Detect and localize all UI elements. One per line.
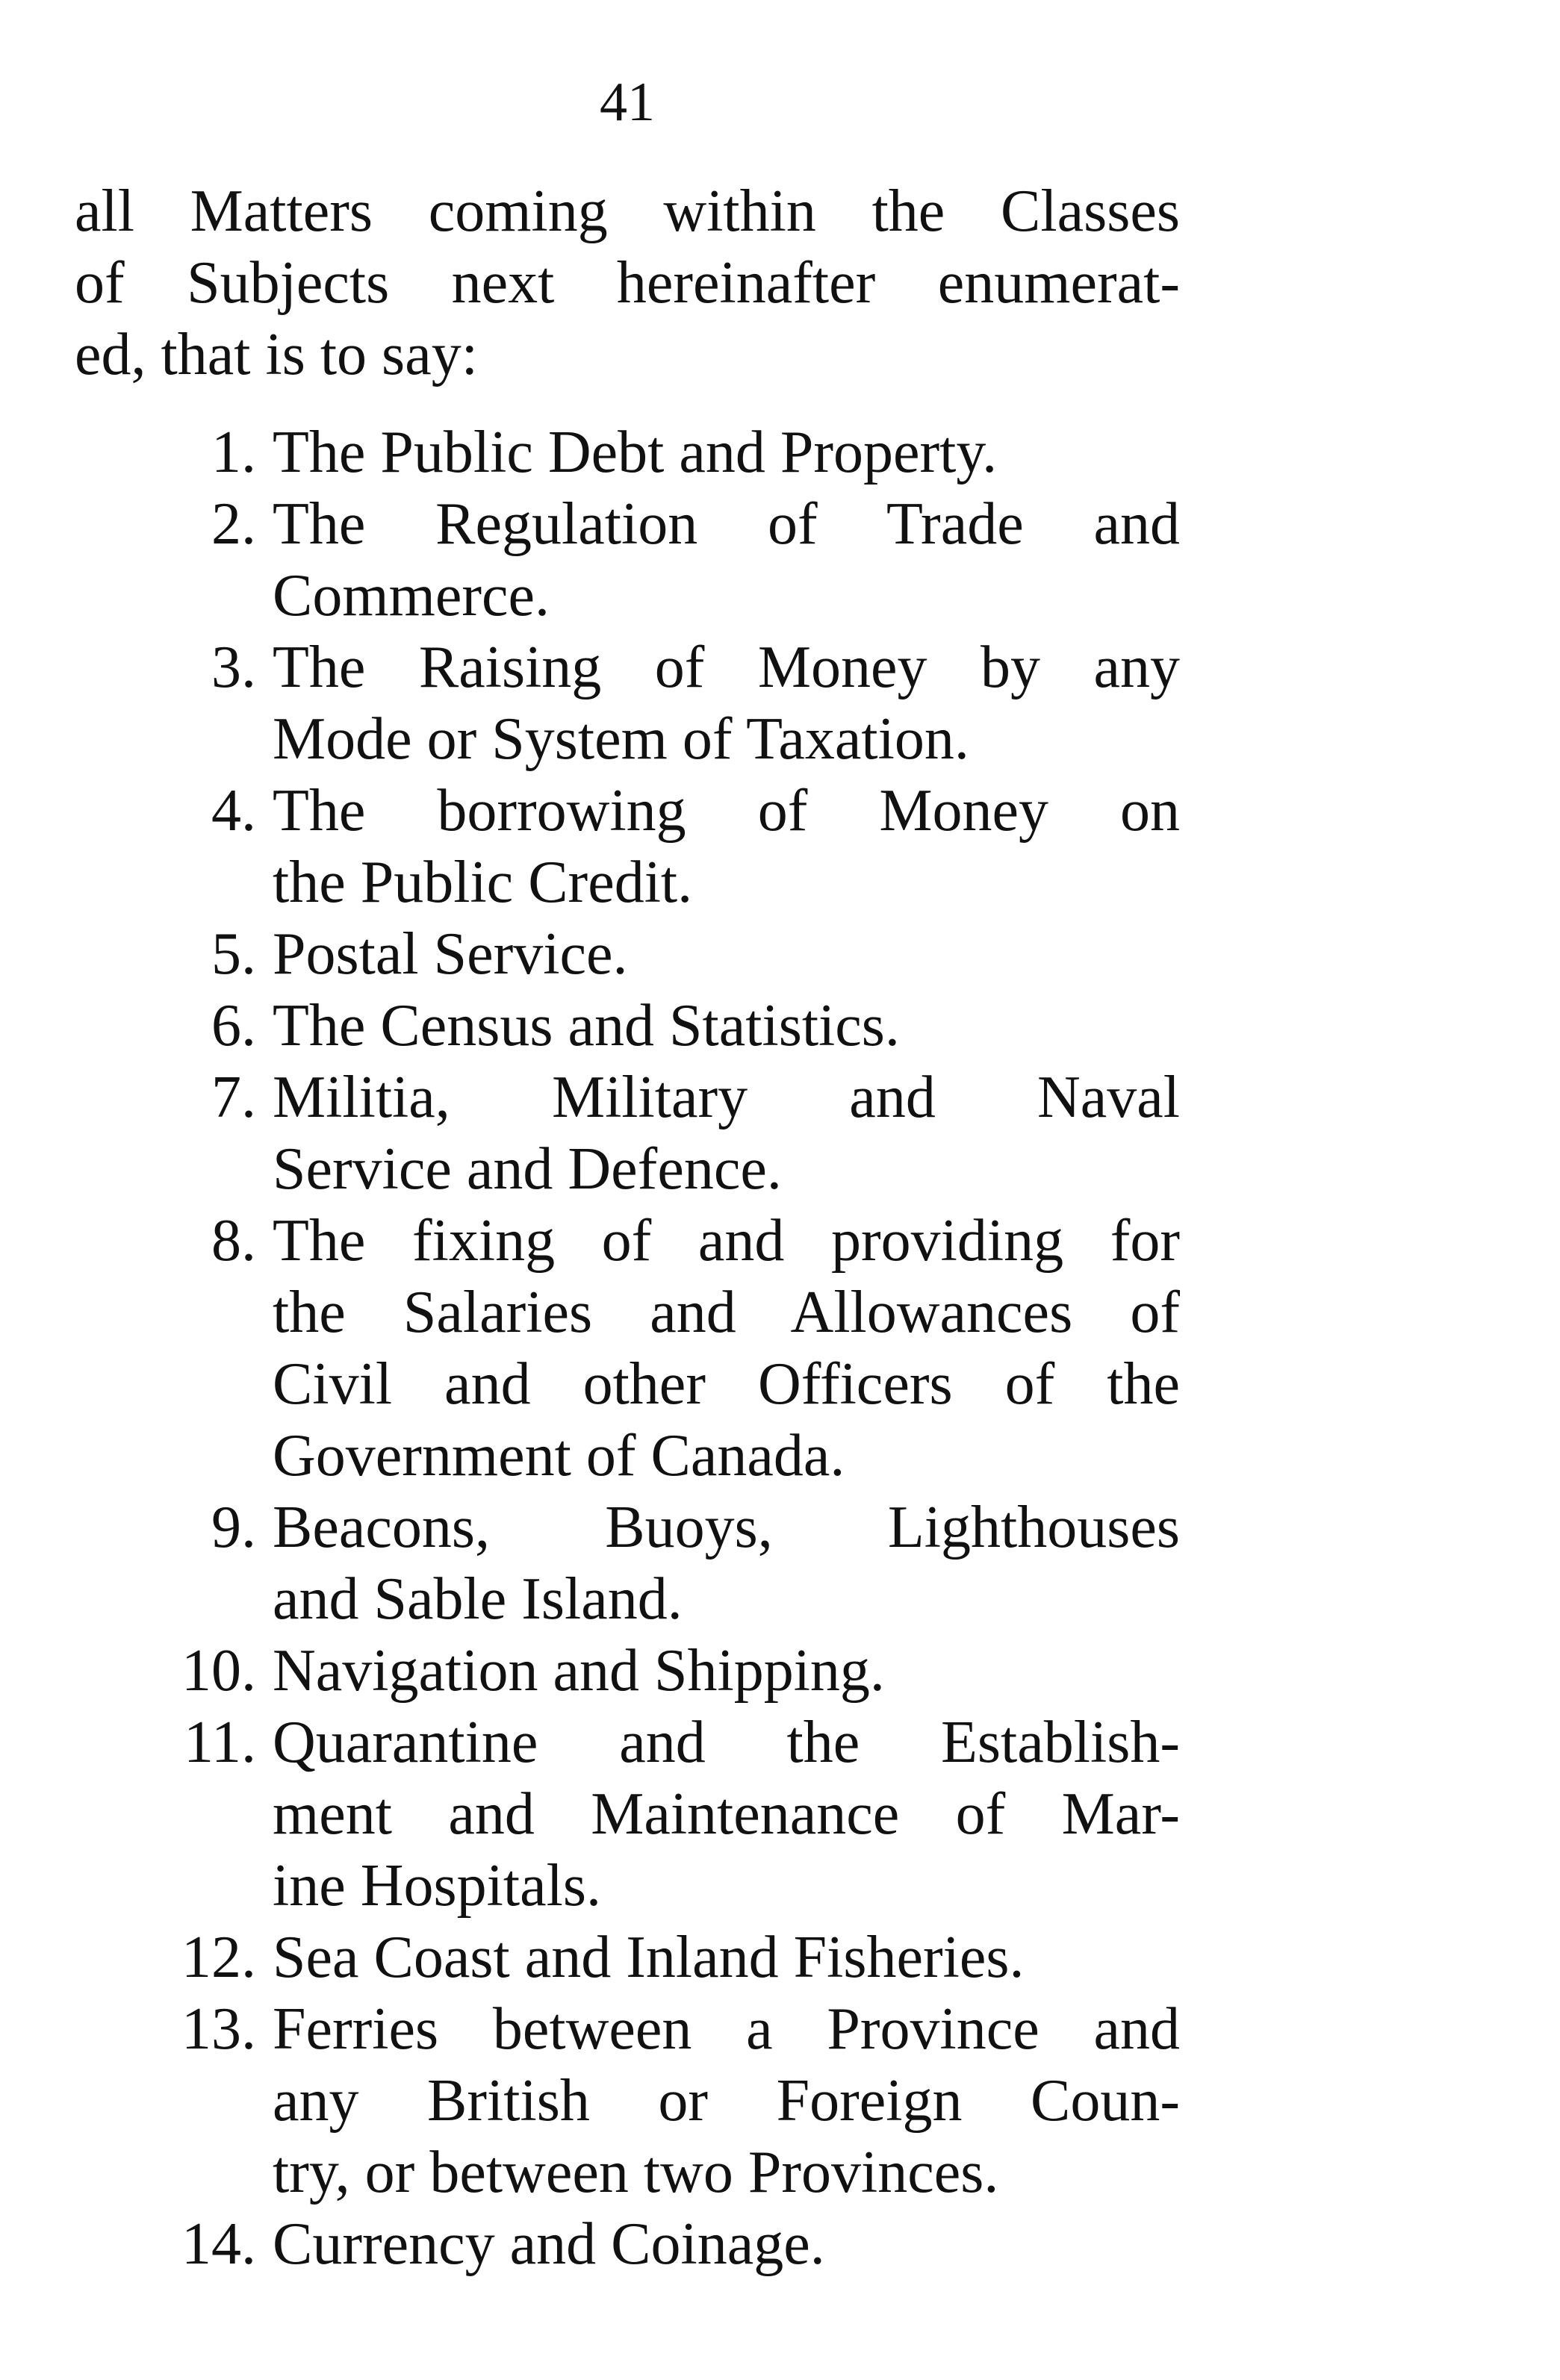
page-number: 41 [600, 72, 655, 133]
item-number: 8. [211, 1208, 256, 1274]
list-item [75, 2208, 1180, 2280]
list-item [75, 990, 1180, 1062]
item-line: Currency and Coinage. [273, 2211, 825, 2277]
item-number: 11. [183, 1710, 256, 1775]
item-line: Militia, Military and Naval [273, 1065, 1180, 1130]
item-line: try, or between two Provinces. [273, 2140, 999, 2205]
item-text [273, 1922, 1180, 1993]
item-number: 1. [211, 420, 256, 485]
list-item [75, 1205, 1180, 1492]
list-item [75, 1062, 1180, 1205]
item-number: 9. [211, 1495, 256, 1560]
item-line: Service and Defence. [273, 1136, 782, 1202]
intro-line: all Matters coming within the Classes [75, 178, 1180, 244]
item-number: 7. [211, 1065, 256, 1130]
item-text [273, 488, 1180, 632]
list-item [75, 918, 1180, 990]
item-text [273, 1062, 1180, 1205]
item-line: Ferries between a Province and [273, 1996, 1180, 2062]
item-line: The Public Debt and Property. [273, 420, 998, 485]
enumerated-list [75, 417, 1180, 2280]
list-item [75, 1707, 1180, 1922]
list-item [75, 488, 1180, 632]
item-text [273, 1635, 1180, 1707]
item-line: Sea Coast and Inland Fisheries. [273, 1925, 1025, 1990]
list-item [75, 417, 1180, 488]
item-line: The fixing of and providing for [273, 1208, 1180, 1274]
item-line: ine Hospitals. [273, 1853, 601, 1919]
list-item [75, 1922, 1180, 1993]
item-number: 4. [211, 778, 256, 844]
intro-line: ed, that is to say: [75, 322, 478, 387]
item-number: 14. [181, 2211, 256, 2277]
item-number: 12. [181, 1925, 256, 1990]
item-line: ment and Maintenance of Mar- [273, 1781, 1180, 1847]
item-line: Commerce. [273, 563, 550, 629]
item-text [273, 1993, 1180, 2208]
item-number: 13. [181, 1996, 256, 2062]
item-line: Government of Canada. [273, 1423, 845, 1489]
item-text [273, 990, 1180, 1062]
item-line: The Census and Statistics. [273, 993, 900, 1059]
list-item [75, 632, 1180, 775]
item-number: 3. [211, 635, 256, 700]
intro-paragraph [75, 175, 1180, 390]
item-text [273, 775, 1180, 918]
item-text [273, 918, 1180, 990]
item-line: Navigation and Shipping. [273, 1638, 885, 1704]
item-line: Quarantine and the Establish- [273, 1710, 1180, 1775]
item-text [273, 1492, 1180, 1635]
item-line: The borrowing of Money on [273, 778, 1180, 844]
list-item [75, 775, 1180, 918]
item-line: the Salaries and Allowances of [273, 1280, 1180, 1345]
item-text [273, 417, 1180, 488]
item-text [273, 1707, 1180, 1922]
list-item [75, 1993, 1180, 2208]
item-text [273, 2208, 1180, 2280]
item-line: Mode or System of Taxation. [273, 706, 969, 772]
item-number: 10. [181, 1638, 256, 1704]
item-line: and Sable Island. [273, 1566, 683, 1632]
item-line: the Public Credit. [273, 850, 693, 915]
item-line: The Raising of Money by any [273, 635, 1180, 700]
item-number: 5. [211, 921, 256, 987]
intro-line: of Subjects next hereinafter enumerat- [75, 250, 1180, 316]
item-number: 2. [211, 491, 256, 557]
list-item [75, 1492, 1180, 1635]
item-text [273, 632, 1180, 775]
item-number: 6. [211, 993, 256, 1059]
item-line: any British or Foreign Coun- [273, 2068, 1180, 2134]
item-text [273, 1205, 1180, 1492]
item-line: The Regulation of Trade and [273, 491, 1180, 557]
item-line: Civil and other Officers of the [273, 1351, 1180, 1417]
list-item [75, 1635, 1180, 1707]
item-line: Beacons, Buoys, Lighthouses [273, 1495, 1180, 1560]
item-line: Postal Service. [273, 921, 628, 987]
